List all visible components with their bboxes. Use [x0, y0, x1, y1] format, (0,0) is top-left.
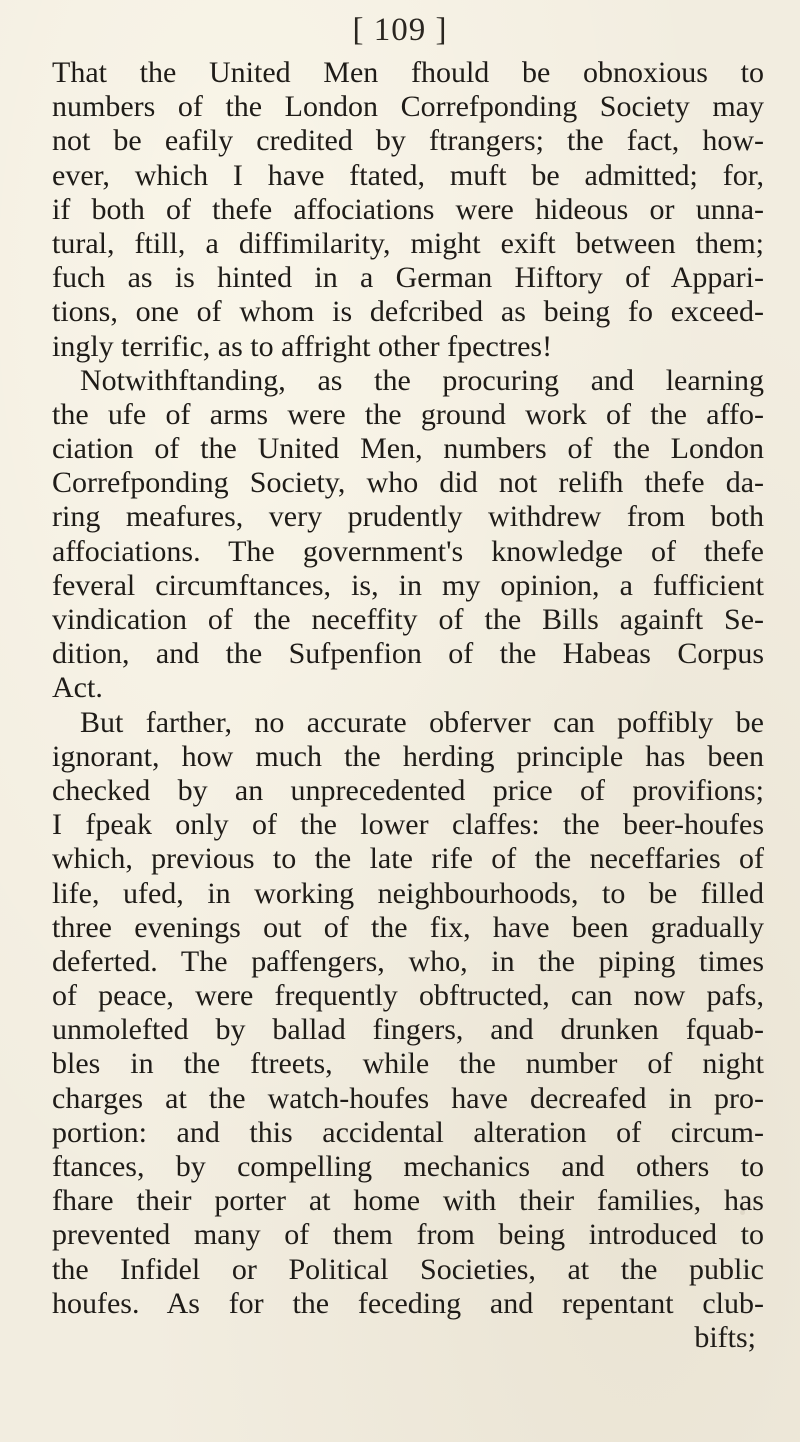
text-line: ftances, by compelling mechanics and others to [52, 1150, 764, 1183]
text-line: which, previous to the late rife of the neceffaries of [52, 842, 764, 876]
text-line: three evenings out of the fix, have been gradually [52, 910, 764, 944]
text-line: prevented many of them from being introduced to [52, 1218, 764, 1252]
text-line: tural, ftill, a diffimilarity, might exift between them; [52, 226, 764, 260]
text-line: That the United Men fhould be obnoxious to [52, 56, 764, 89]
paragraph-start-line: But farther, no accurate obferver can poffibly be [80, 705, 764, 739]
text-line: ring meafures, very prudently withdrew from both [52, 500, 764, 534]
text-line: ever, which I have ftated, muft be admitted; for, [52, 158, 764, 192]
text-line: dition, and the Sufpenfion of the Habeas Corpus [52, 637, 764, 671]
text-line: if both of thefe affociations were hideous or unna- [52, 192, 764, 226]
text-line: houfes. As for the feceding and repentant club- [52, 1286, 764, 1320]
page-number: [ 109 ] [352, 12, 448, 48]
text-line: bles in the ftreets, while the number of night [52, 1047, 764, 1081]
text-line: affociations. The government's knowledge of thefe [52, 534, 764, 568]
text-line: of peace, were frequently obftructed, can now pafs, [52, 979, 764, 1013]
text-line: I fpeak only of the lower claffes: the beer-houfes [52, 808, 764, 842]
text-line: ignorant, how much the herding principle has been [52, 739, 764, 773]
catchword-line: bifts; [694, 1320, 756, 1354]
text-line: ciation of the United Men, numbers of the London [52, 432, 764, 466]
text-line: Act. [52, 671, 103, 705]
text-line: feveral circumftances, is, in my opinion, a fufficient [52, 568, 764, 602]
text-line: charges at the watch-houfes have decreafed in pro- [52, 1081, 764, 1115]
text-line: the ufe of arms were the ground work of the affo- [52, 397, 764, 431]
text-line: deferted. The paffengers, who, in the piping times [52, 944, 764, 978]
text-line: checked by an unprecedented price of provifions; [52, 773, 764, 807]
text-line: vindication of the neceffity of the Bills againft Se- [52, 603, 764, 636]
text-line: Correfponding Society, who did not relifh thefe da- [52, 466, 764, 500]
text-line: portion: and this accidental alteration of circum- [52, 1115, 764, 1149]
text-line: fuch as is hinted in a German Hiftory of Appari- [52, 261, 764, 295]
text-line: numbers of the London Correfponding Society may [52, 90, 764, 124]
text-line: life, ufed, in working neighbourhoods, to be filled [52, 876, 764, 910]
text-line: the Infidel or Political Societies, at the public [52, 1252, 764, 1286]
text-line: ingly terrific, as to affright other fpectres! [52, 329, 553, 363]
text-line: unmolefted by ballad fingers, and drunken fquab- [52, 1013, 764, 1047]
body-text [52, 56, 764, 1355]
text-line: tions, one of whom is defcribed as being fo exceed- [52, 295, 764, 329]
text-line: not be eafily credited by ftrangers; the fact, how- [52, 124, 764, 158]
text-line: fhare their porter at home with their families, has [52, 1184, 764, 1218]
paragraph-start-line: Notwithftanding, as the procuring and learning [80, 363, 764, 397]
